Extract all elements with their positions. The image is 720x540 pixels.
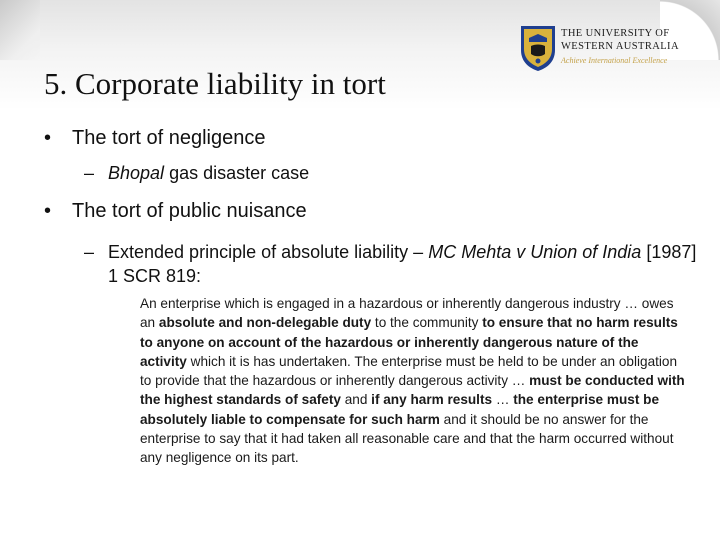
case-name-italic: MC Mehta v Union of India bbox=[428, 242, 642, 262]
quote-segment: An enterprise which is engaged in a hazardous or inherently dangerous industry … owes an bbox=[140, 296, 674, 331]
subbullet-bhopal bbox=[84, 161, 684, 185]
bullet-dot-icon: • bbox=[44, 127, 52, 149]
quote-segment: … bbox=[492, 392, 514, 408]
subbullet-absolute-liability bbox=[84, 240, 704, 288]
bullet-text: The tort of negligence bbox=[72, 127, 266, 149]
bullet-text: The tort of public nuisance bbox=[72, 200, 307, 222]
logo-text-line1: THE UNIVERSITY OF bbox=[561, 28, 670, 39]
bullet-public-nuisance bbox=[44, 200, 307, 223]
bullet-negligence bbox=[44, 127, 265, 150]
quote-segment: and bbox=[340, 392, 372, 408]
judgment-quote bbox=[140, 294, 688, 468]
case-name-italic: Bhopal bbox=[108, 163, 165, 183]
quote-emphasis: if any harm results bbox=[371, 392, 493, 408]
bullet-dot-icon: • bbox=[44, 200, 52, 222]
logo-text-line2: WESTERN AUSTRALIA bbox=[561, 41, 679, 52]
subbullet-text: gas disaster case bbox=[164, 163, 310, 183]
case-citation: [1987] 1 SCR 819: bbox=[108, 242, 697, 286]
quote-segment: which it is has undertaken. The enterprise must be held to be under an obligation to provide that the hazardous or inherently dangerous activity … bbox=[140, 353, 678, 389]
logo-tagline: Achieve International Excellence bbox=[561, 56, 668, 65]
quote-emphasis: must be conducted with the highest standards of safety bbox=[140, 373, 685, 408]
quote-segment: to the community bbox=[371, 315, 483, 331]
quote-emphasis: to ensure that no harm results to anyone on account of the hazardous or inherently dangerous nature of the activity bbox=[140, 315, 678, 369]
quote-emphasis: the enterprise must be absolutely liable to compensate for such harm bbox=[140, 392, 660, 427]
quote-emphasis: absolute and non-delegable duty bbox=[158, 315, 372, 331]
subbullet-lead-text: Extended principle of absolute liability – bbox=[108, 242, 429, 262]
university-logo bbox=[519, 24, 699, 72]
dash-icon: – bbox=[84, 163, 95, 183]
slide-title: 5. Corporate liability in tort bbox=[44, 66, 386, 101]
quote-segment: and it should be no answer for the enterprise to say that it had taken all reasonable care and that the harm occurred without any negligence on its part. bbox=[140, 411, 674, 466]
slide-corner-decoration bbox=[0, 0, 40, 60]
dash-icon: – bbox=[84, 242, 95, 262]
crest-icon bbox=[519, 24, 557, 72]
